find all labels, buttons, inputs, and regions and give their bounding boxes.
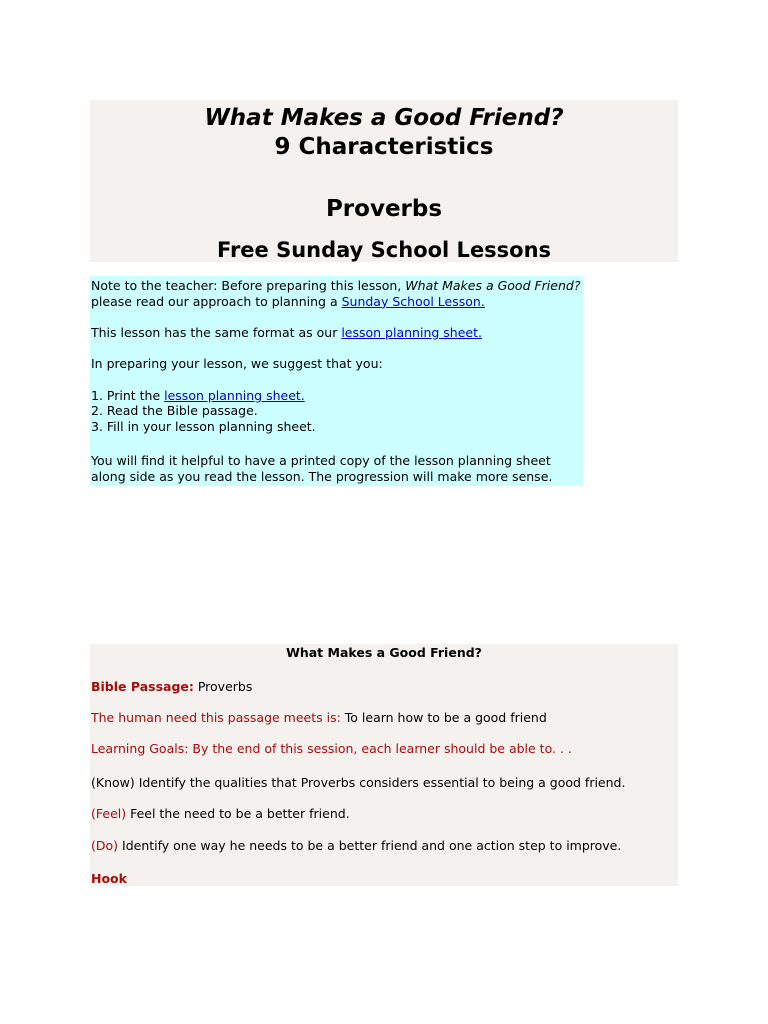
lesson-subtitle: 9 Characteristics: [274, 134, 494, 160]
passage-value: Proverbs: [193, 679, 253, 694]
feel-value: Feel the need to be a better friend.: [126, 806, 350, 821]
note-step1-prefix: 1. Print the: [91, 388, 165, 403]
goal-do: [91, 838, 676, 854]
series-heading: Free Sunday School Lessons: [216, 238, 552, 262]
bible-passage-row: [91, 679, 676, 695]
passage-label: Bible Passage:: [91, 679, 194, 694]
note-paragraph-3: In preparing your lesson, we suggest that you:: [91, 356, 383, 371]
lesson-title: What Makes a Good Friend?: [204, 105, 564, 131]
need-value: To learn how to be a good friend: [340, 710, 547, 725]
note-paragraph-1: [91, 278, 581, 309]
human-need-row: [91, 710, 676, 726]
lesson-plan: [90, 644, 678, 886]
goal-know: (Know) Identify the qualities that Proverbs considers essential to being a good friend.: [91, 775, 626, 790]
print-planning-sheet-link[interactable]: lesson planning sheet.: [164, 388, 305, 403]
note-step-3: 3. Fill in your lesson planning sheet.: [91, 419, 316, 434]
lesson-header: [90, 100, 678, 262]
teacher-note: [90, 276, 583, 486]
note-step-2: 2. Read the Bible passage.: [91, 403, 258, 418]
book-heading: Proverbs: [325, 196, 443, 222]
note-p1-prefix: Note to the teacher: Before preparing this lesson,: [91, 278, 406, 293]
note-p2-prefix: This lesson has the same format as our: [91, 325, 342, 340]
note-step-1: [91, 388, 581, 404]
note-paragraph-2: [91, 325, 581, 341]
note-p1-middle: please read our approach to planning a: [91, 293, 342, 309]
lesson-plan-title: What Makes a Good Friend?: [286, 645, 482, 660]
sunday-school-lesson-link[interactable]: Sunday School Lesson.: [341, 293, 485, 309]
do-value: Identify one way he needs to be a better friend and one action step to improve.: [118, 838, 622, 853]
feel-label: (Feel): [91, 806, 127, 821]
learning-goals: Learning Goals: By the end of this session, each learner should be able to. . .: [91, 741, 572, 756]
goal-feel: [91, 806, 676, 822]
hook-heading: Hook: [91, 871, 127, 886]
lesson-planning-sheet-link[interactable]: lesson planning sheet.: [341, 325, 482, 340]
need-label: The human need this passage meets is:: [91, 710, 341, 725]
note-p1-italic: What Makes a Good Friend?: [405, 278, 581, 293]
do-label: (Do): [91, 838, 119, 853]
note-paragraph-4: You will find it helpful to have a printed copy of the lesson planning sheet along side as you read the lesson. The progression will make more sense.: [91, 453, 553, 484]
